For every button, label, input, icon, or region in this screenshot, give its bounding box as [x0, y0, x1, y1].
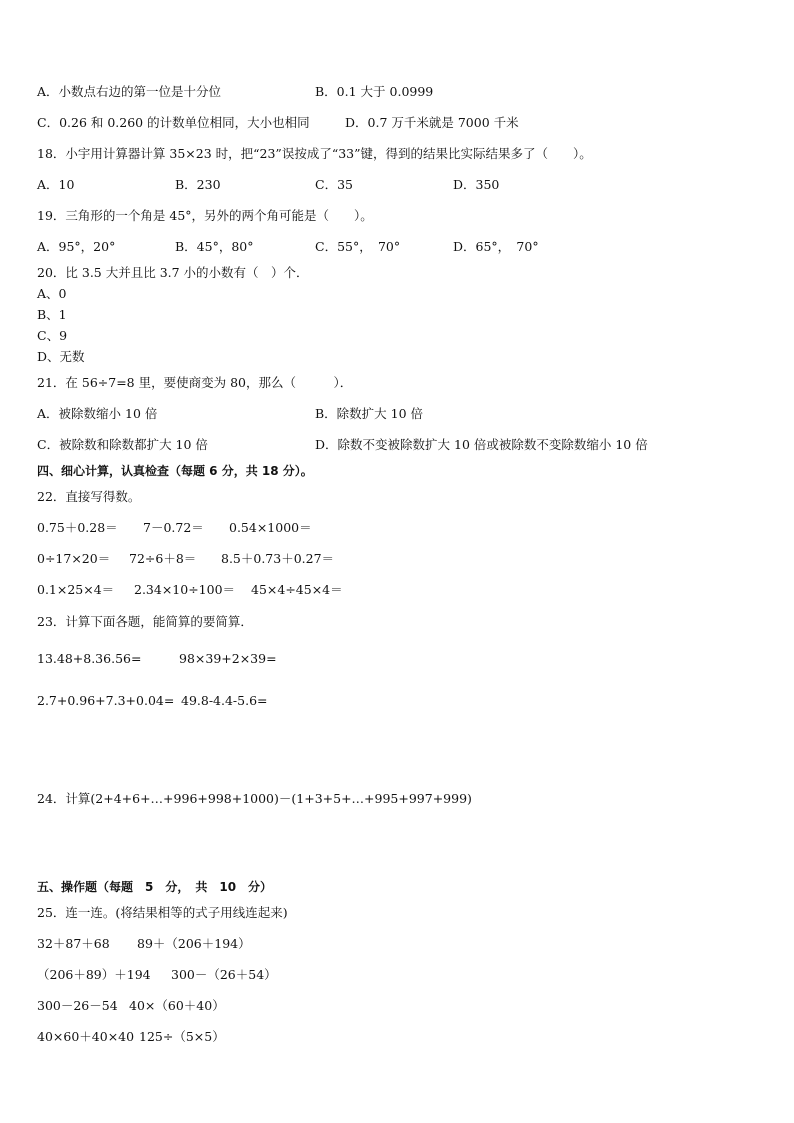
q17-option-b: B．0.1 大于 0.0999: [315, 84, 434, 99]
q19-option-d: D．65°， 70°: [453, 239, 539, 254]
q20-option-b: B、1: [37, 307, 67, 322]
q22-item: 7－0.72＝: [143, 520, 204, 535]
q24-stem: 24．计算(2+4+6+…+996+998+1000)－(1+3+5+…+995+997+999): [37, 791, 472, 806]
q25-left-expression: 300－26－54: [37, 998, 118, 1013]
q18-option-d: D．350: [453, 177, 500, 192]
q20-option-d: D、无数: [37, 349, 85, 364]
q25-left-expression: 40×60＋40×40: [37, 1029, 135, 1044]
q19-option-c: C．55°， 70°: [315, 239, 401, 254]
q22-item: 72÷6＋8＝: [129, 551, 197, 566]
q23-item: 13.48+8.36.56=: [37, 651, 142, 666]
q18-option-c: C．35: [315, 177, 353, 192]
q22-item: 0.1×25×4＝: [37, 582, 115, 597]
q21-stem: 21．在 56÷7=8 里，要使商变为 80，那么（ ）．: [37, 375, 353, 390]
q25-left-expression: （206＋89）＋194: [37, 967, 151, 982]
q21-option-a: A．被除数缩小 10 倍: [37, 406, 158, 421]
q19-option-a: A．95°，20°: [37, 239, 116, 254]
q18-option-a: A．10: [37, 177, 75, 192]
q20-option-c: C、9: [37, 328, 68, 343]
q20-option-a: A、0: [37, 286, 67, 301]
q18-stem: 18．小宇用计算器计算 35×23 时，把“23”误按成了“33”键，得到的结果比实际结果多了（ ）。: [37, 146, 592, 161]
q25-right-expression: 125÷（5×5）: [139, 1029, 225, 1044]
q25-right-expression: 40×（60＋40）: [129, 998, 225, 1013]
q25-right-expression: 89＋（206＋194）: [137, 936, 251, 951]
q22-item: 0.54×1000＝: [229, 520, 312, 535]
q20-stem: 20．比 3.5 大并且比 3.7 小的小数有（ ）个．: [37, 265, 309, 280]
q25-stem: 25．连一连。(将结果相等的式子用线连起来): [37, 905, 288, 920]
q17-option-a: A．小数点右边的第一位是十分位: [37, 84, 222, 99]
q21-option-b: B．除数扩大 10 倍: [315, 406, 424, 421]
q17-option-d: D．0.7 万千米就是 7000 千米: [345, 115, 519, 130]
q22-stem: 22．直接写得数。: [37, 489, 141, 504]
q25-right-expression: 300－（26＋54）: [171, 967, 277, 982]
q17-option-c: C．0.26 和 0.260 的计数单位相同，大小也相同: [37, 115, 310, 130]
q21-option-d: D．除数不变被除数扩大 10 倍或被除数不变除数缩小 10 倍: [315, 437, 648, 452]
q19-option-b: B．45°，80°: [175, 239, 254, 254]
section-4-title: 四、细心计算，认真检查（每题 6 分，共 18 分）。: [37, 464, 313, 478]
q22-item: 2.34×10÷100＝: [134, 582, 236, 597]
section-5-title: 五、操作题（每题 5 分， 共 10 分）: [37, 880, 273, 894]
q25-left-expression: 32＋87＋68: [37, 936, 110, 951]
q23-item: 2.7+0.96+7.3+0.04=: [37, 693, 175, 708]
q22-item: 0.75＋0.28＝: [37, 520, 118, 535]
q22-item: 45×4÷45×4＝: [251, 582, 343, 597]
q18-option-b: B．230: [175, 177, 221, 192]
q23-stem: 23．计算下面各题，能简算的要简算．: [37, 614, 253, 629]
q21-option-c: C．被除数和除数都扩大 10 倍: [37, 437, 208, 452]
q19-stem: 19．三角形的一个角是 45°，另外的两个角可能是（ ）。: [37, 208, 373, 223]
q22-item: 0÷17×20＝: [37, 551, 111, 566]
q23-item: 98×39+2×39=: [179, 651, 277, 666]
q23-item: 49.8-4.4-5.6=: [181, 693, 268, 708]
q22-item: 8.5＋0.73＋0.27＝: [221, 551, 335, 566]
